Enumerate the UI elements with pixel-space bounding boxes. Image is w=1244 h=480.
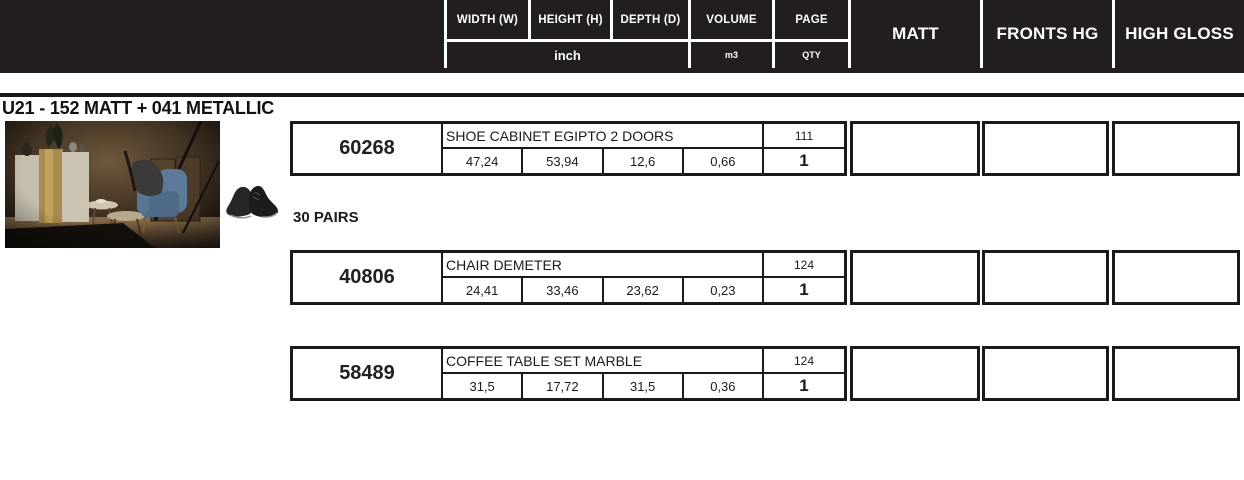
product-name: CHAIR DEMETER [446, 256, 562, 273]
col-header-matt: MATT [848, 0, 980, 68]
product-code: 60268 [293, 124, 443, 173]
pairs-label: 30 PAIRS [293, 209, 359, 226]
product-code: 58489 [293, 349, 443, 398]
matt-entry-cell[interactable] [850, 346, 980, 401]
product-depth: 12,6 [602, 149, 682, 173]
product-height: 17,72 [521, 374, 601, 398]
matt-entry-cell[interactable] [850, 250, 980, 305]
product-volume: 0,66 [682, 149, 762, 173]
product-volume: 0,36 [682, 374, 762, 398]
product-height: 53,94 [521, 149, 601, 173]
header-spacer [0, 0, 444, 68]
product-page: 124 [762, 253, 844, 276]
high-gloss-entry-cell[interactable] [1112, 346, 1240, 401]
fronts-hg-entry-cell[interactable] [982, 121, 1109, 176]
product-depth: 31,5 [602, 374, 682, 398]
product-qty: 1 [762, 278, 844, 302]
section-divider [0, 93, 1244, 97]
product-page: 111 [762, 124, 844, 147]
product-page: 124 [762, 349, 844, 372]
unit-qty: QTY [772, 42, 848, 68]
product-name: COFFEE TABLE SET MARBLE [446, 352, 643, 369]
col-header-height: HEIGHT (H) [528, 0, 610, 42]
col-header-page: PAGE [772, 0, 848, 42]
fronts-hg-entry-cell[interactable] [982, 346, 1109, 401]
product-row [290, 346, 847, 401]
col-header-high-gloss: HIGH GLOSS [1112, 0, 1244, 68]
product-qty: 1 [762, 374, 844, 398]
high-gloss-entry-cell[interactable] [1112, 250, 1240, 305]
high-gloss-entry-cell[interactable] [1112, 121, 1240, 176]
fronts-hg-entry-cell[interactable] [982, 250, 1109, 305]
unit-inch: inch [444, 42, 688, 68]
product-width: 47,24 [465, 153, 499, 169]
product-depth: 23,62 [602, 278, 682, 302]
room-scene-image [5, 121, 220, 248]
collection-photo [5, 121, 220, 248]
shoes-icon [222, 180, 280, 224]
product-volume: 0,23 [682, 278, 762, 302]
matt-entry-cell[interactable] [850, 121, 980, 176]
unit-m3: m3 [688, 42, 772, 68]
product-row [290, 250, 847, 305]
product-name: SHOE CABINET EGIPTO 2 DOORS [446, 127, 674, 144]
section-title: U21 - 152 MATT + 041 METALLIC [2, 98, 275, 118]
col-header-volume: VOLUME [688, 0, 772, 42]
product-row [290, 121, 847, 176]
product-width: 24,41 [465, 282, 499, 298]
product-width: 31,5 [469, 378, 495, 394]
product-height: 33,46 [521, 278, 601, 302]
col-header-depth: DEPTH (D) [610, 0, 688, 42]
col-header-fronts-hg: FRONTS HG [980, 0, 1112, 68]
product-qty: 1 [762, 149, 844, 173]
col-header-width: WIDTH (W) [444, 0, 528, 42]
table-header [0, 0, 1244, 73]
product-code: 40806 [293, 253, 443, 302]
